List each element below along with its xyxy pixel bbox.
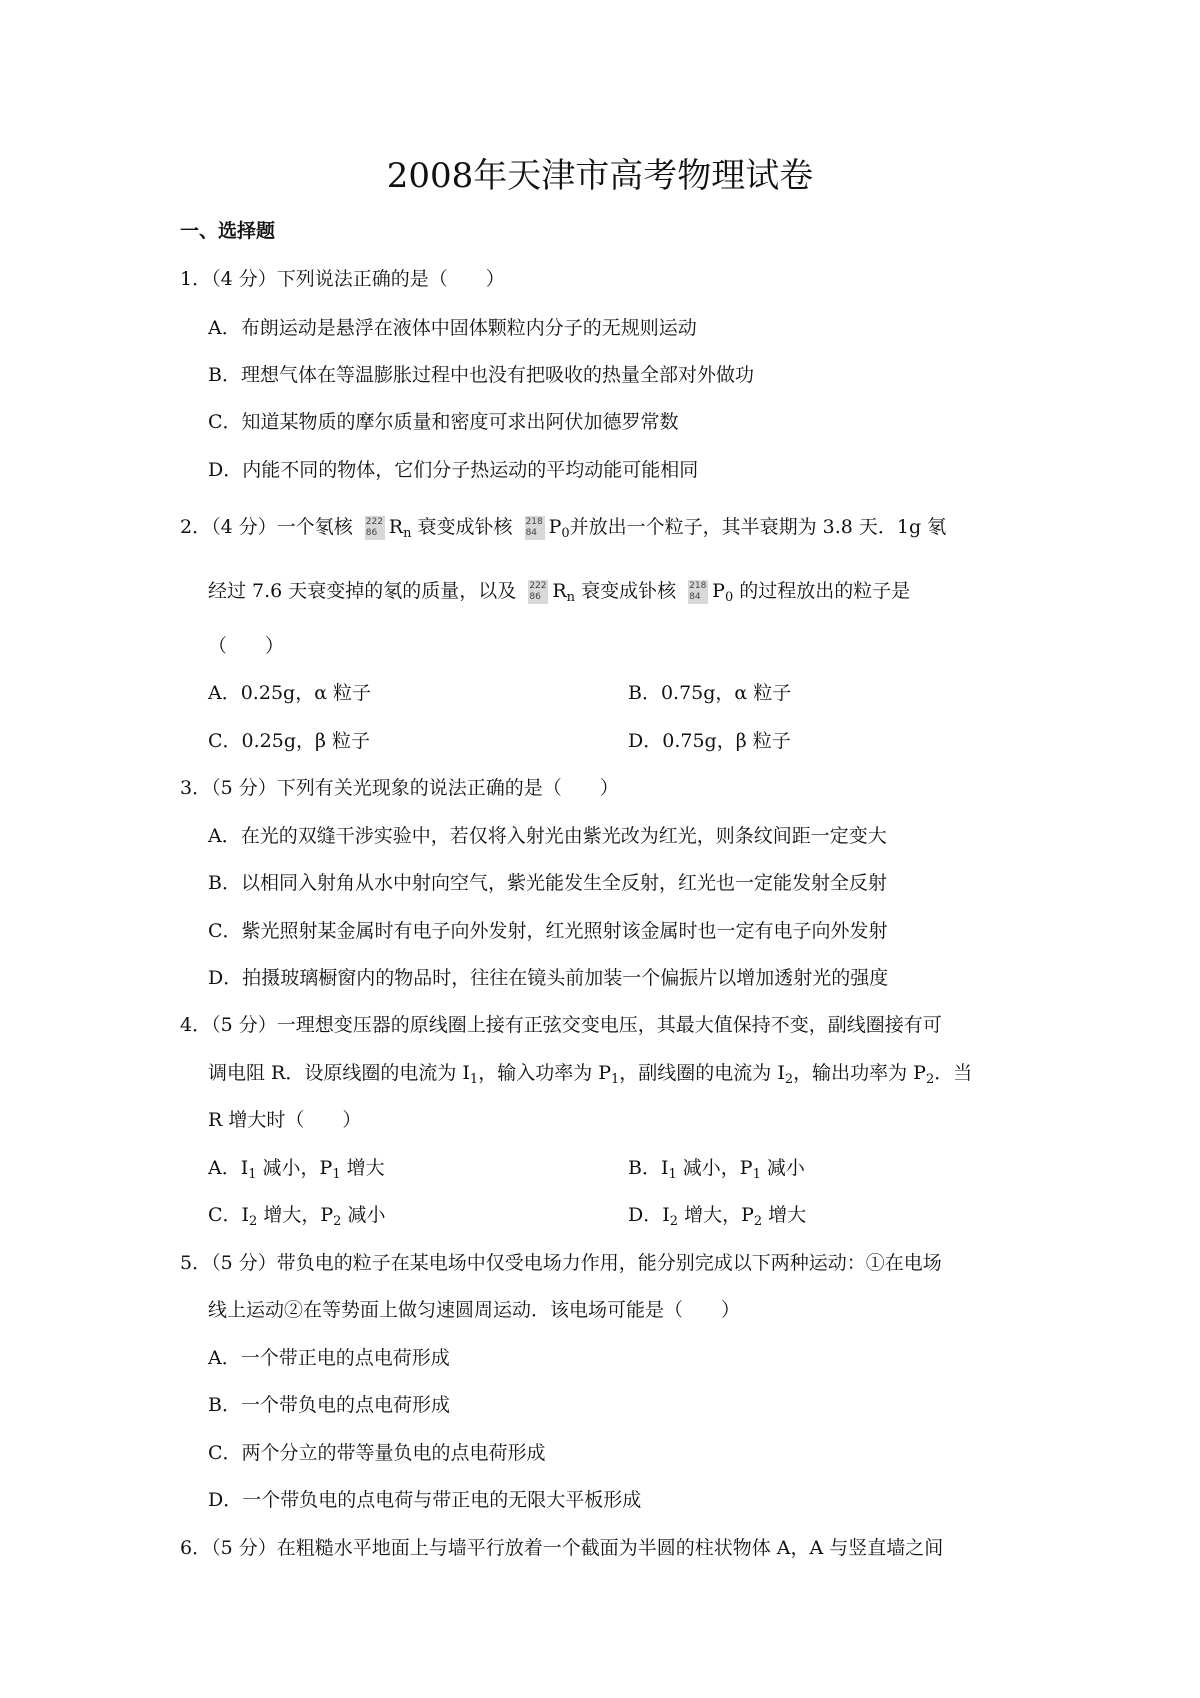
page-title: 2008年天津市高考物理试卷 bbox=[386, 156, 814, 196]
question-1-option-b: B．理想气体在等温膨胀过程中也没有把吸收的热量全部对外做功 bbox=[208, 364, 754, 386]
question-2-line-3: （ ） bbox=[208, 635, 285, 657]
question-4-line-1: 4．（5 分）一理想变压器的原线圈上接有正弦交变电压，其最大值保持不变，副线圈接有可 bbox=[180, 1014, 942, 1036]
radon-nucleus-symbol: 222 86 bbox=[365, 517, 383, 538]
question-4-option-d: D．$I_2$ 增大，$P_2$ 增大 bbox=[628, 1204, 807, 1229]
question-2-line-1: 2．（4 分）一个氡核 222 86 $R_n$ 衰变成钋核 218 84 $P_0$并放出一个粒子，其半衰期为 3.8 天．1g 氡 bbox=[180, 516, 947, 541]
question-5-option-a: A．一个带正电的点电荷形成 bbox=[208, 1347, 450, 1369]
question-3-option-c: C．紫光照射某金属时有电子向外发射，红光照射该金属时也一定有电子向外发射 bbox=[208, 920, 888, 942]
polonium-nucleus-symbol: 218 84 bbox=[525, 517, 543, 538]
section-heading: 一、选择题 bbox=[180, 220, 276, 242]
question-3-stem: 3．（5 分）下列有关光现象的说法正确的是（ ） bbox=[180, 777, 619, 799]
question-4-line-2: 调电阻 R．设原线圈的电流为 $I_1$，输入功率为 $P_1$，副线圈的电流为 $I_2$，输出功率为 $P_2$．当 bbox=[208, 1062, 973, 1087]
question-1-option-c: C．知道某物质的摩尔质量和密度可求出阿伏加德罗常数 bbox=[208, 411, 679, 433]
question-5-line-1: 5．（5 分）带负电的粒子在某电场中仅受电场力作用，能分别完成以下两种运动：①在电场 bbox=[180, 1252, 942, 1274]
question-6-line-1: 6．（5 分）在粗糙水平地面上与墙平行放着一个截面为半圆的柱状物体 A，A 与竖直墙之间 bbox=[180, 1537, 944, 1559]
question-4-option-b: B．$I_1$ 减小，$P_1$ 减小 bbox=[628, 1157, 805, 1182]
question-4-option-a: A．$I_1$ 减小，$P_1$ 增大 bbox=[208, 1157, 385, 1182]
question-2-option-d: D．0.75g，β 粒子 bbox=[628, 730, 791, 752]
question-5-option-c: C．两个分立的带等量负电的点电荷形成 bbox=[208, 1442, 546, 1464]
question-1-option-a: A．布朗运动是悬浮在液体中固体颗粒内分子的无规则运动 bbox=[208, 317, 697, 339]
question-2-option-c: C．0.25g，β 粒子 bbox=[208, 730, 371, 752]
radon-nucleus-symbol: 222 86 bbox=[529, 581, 547, 602]
question-2-option-b: B．0.75g，α 粒子 bbox=[628, 682, 792, 704]
question-1-option-d: D．内能不同的物体，它们分子热运动的平均动能可能相同 bbox=[208, 459, 699, 481]
polonium-nucleus-symbol: 218 84 bbox=[689, 581, 707, 602]
question-4-option-c: C．$I_2$ 增大，$P_2$ 减小 bbox=[208, 1204, 386, 1229]
question-5-line-2: 线上运动②在等势面上做匀速圆周运动．该电场可能是（ ） bbox=[208, 1299, 741, 1321]
question-5-option-d: D．一个带负电的点电荷与带正电的无限大平板形成 bbox=[208, 1489, 642, 1511]
question-3-option-a: A．在光的双缝干涉实验中，若仅将入射光由紫光改为红光，则条纹间距一定变大 bbox=[208, 825, 887, 847]
question-2-line-2: 经过 7.6 天衰变掉的氡的质量，以及 222 86 $R_n$ 衰变成钋核 218 84 $P_0$ 的过程放出的粒子是 bbox=[208, 580, 911, 605]
question-2-option-a: A．0.25g，α 粒子 bbox=[208, 682, 372, 704]
question-3-option-d: D．拍摄玻璃橱窗内的物品时，往往在镜头前加装一个偏振片以增加透射光的强度 bbox=[208, 967, 889, 989]
question-4-line-3: R 增大时（ ） bbox=[208, 1109, 362, 1131]
question-3-option-b: B．以相同入射角从水中射向空气，紫光能发生全反射，红光也一定能发射全反射 bbox=[208, 872, 887, 894]
question-1-stem: 1．（4 分）下列说法正确的是（ ） bbox=[180, 268, 505, 290]
question-5-option-b: B．一个带负电的点电荷形成 bbox=[208, 1394, 450, 1416]
